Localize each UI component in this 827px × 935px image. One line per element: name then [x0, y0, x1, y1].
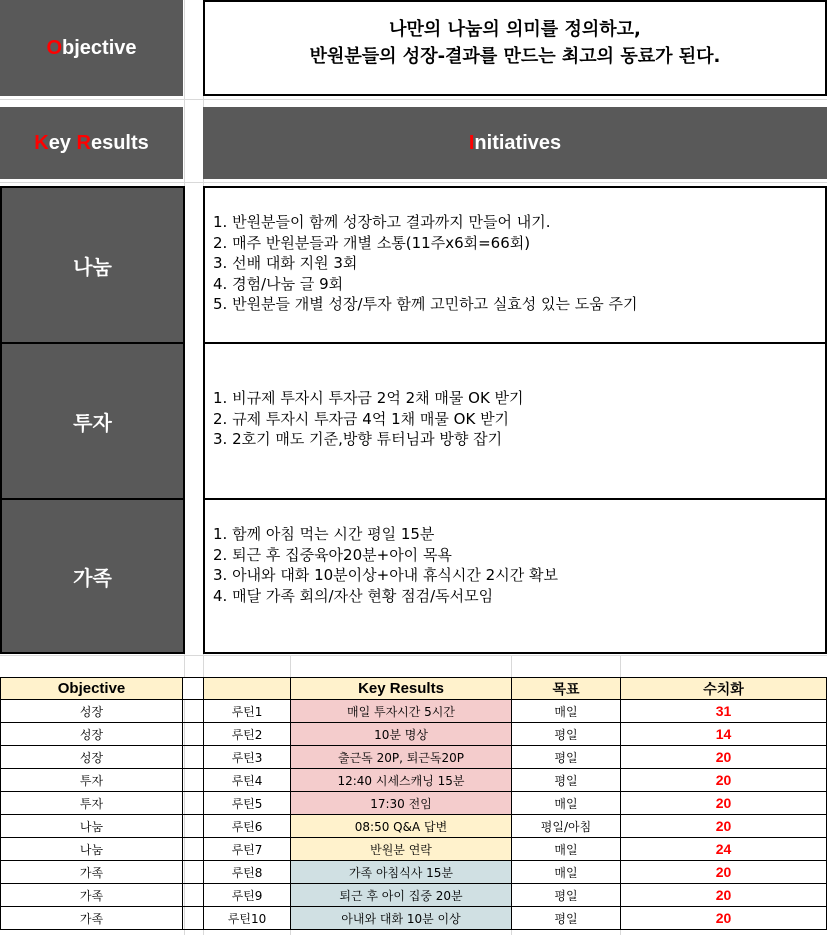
initiatives-sharing — [203, 186, 827, 344]
cell-routine: 루틴4 — [204, 769, 291, 792]
cell-target: 평일/아침 — [512, 815, 621, 838]
cell-blank — [183, 815, 204, 838]
cell-target: 평일 — [512, 884, 621, 907]
cell-target: 평일 — [512, 723, 621, 746]
table-row — [0, 746, 827, 769]
objective-line-2: 반원분들의 성장-결과를 만드는 최고의 동료가 된다. — [309, 46, 721, 67]
cell-objective: 투자 — [0, 769, 183, 792]
table-row — [0, 815, 827, 838]
cell-key-result: 반원분 연락 — [291, 838, 512, 861]
key-results-header: K ey R esults — [0, 107, 183, 179]
initiative-item: 3. 선배 대화 지원 3회 — [213, 254, 358, 272]
cell-routine: 루틴8 — [204, 861, 291, 884]
initiatives-investment — [203, 342, 827, 500]
cell-metric: 20 — [621, 861, 827, 884]
cell-key-result: 매일 투자시간 5시간 — [291, 700, 512, 723]
cell-target: 평일 — [512, 769, 621, 792]
initiative-item: 2. 매주 반원분들과 개별 소통(11주x6회=66회) — [213, 233, 531, 252]
cell-target: 매일 — [512, 792, 621, 815]
col-header-routine — [204, 677, 291, 700]
table-row — [0, 792, 827, 815]
col-header-objective: Objective — [0, 677, 183, 700]
col-header-key-results: Key Results — [291, 677, 512, 700]
cell-routine: 루틴3 — [204, 746, 291, 769]
cell-target: 평일 — [512, 907, 621, 930]
cell-routine: 루틴6 — [204, 815, 291, 838]
cell-metric: 20 — [621, 907, 827, 930]
cell-target: 매일 — [512, 700, 621, 723]
cell-metric: 20 — [621, 769, 827, 792]
table-row — [0, 861, 827, 884]
cell-blank — [183, 838, 204, 861]
cell-key-result: 가족 아침식사 15분 — [291, 861, 512, 884]
initiatives-family — [203, 498, 827, 654]
col-header-target: 목표 — [512, 677, 621, 700]
cell-routine: 루틴5 — [204, 792, 291, 815]
section-label-investment: 투자 — [0, 342, 185, 500]
cell-key-result: 출근독 20P, 퇴근독20P — [291, 746, 512, 769]
cell-objective: 가족 — [0, 907, 183, 930]
initiative-item: 3. 2호기 매도 기준,방향 튜터님과 방향 잡기 — [213, 430, 503, 448]
cell-blank — [183, 746, 204, 769]
cell-key-result: 아내와 대화 10분 이상 — [291, 907, 512, 930]
initiative-item: 2. 퇴근 후 집중육아20분+아이 목욕 — [213, 545, 452, 564]
initiatives-header: I nitiatives — [203, 107, 827, 179]
cell-routine: 루틴9 — [204, 884, 291, 907]
cell-objective: 나눔 — [0, 838, 183, 861]
cell-objective: 나눔 — [0, 815, 183, 838]
section-label-family: 가족 — [0, 498, 185, 654]
routine-table — [0, 677, 827, 935]
initiative-item: 4. 경험/나눔 글 9회 — [213, 274, 344, 293]
cell-metric: 20 — [621, 746, 827, 769]
cell-routine: 루틴7 — [204, 838, 291, 861]
initiative-item: 1. 비규제 투자시 투자금 2억 2채 매물 OK 받기 — [213, 389, 524, 407]
table-row — [0, 700, 827, 723]
objective-label: O bjective — [0, 0, 183, 96]
table-header-row — [0, 677, 827, 700]
cell-metric: 20 — [621, 792, 827, 815]
initiative-item: 2. 규제 투자시 투자금 4억 1채 매물 OK 받기 — [213, 409, 510, 428]
table-row — [0, 838, 827, 861]
cell-routine: 루틴1 — [204, 700, 291, 723]
cell-metric: 31 — [621, 700, 827, 723]
cell-metric: 20 — [621, 815, 827, 838]
initiative-item: 4. 매달 가족 회의/자산 현황 점검/독서모임 — [213, 586, 494, 605]
col-header-blank-1 — [183, 677, 204, 700]
cell-objective: 가족 — [0, 884, 183, 907]
cell-key-result: 12:40 시세스캐닝 15분 — [291, 769, 512, 792]
cell-objective: 가족 — [0, 861, 183, 884]
initiative-item: 5. 반원분들 개별 성장/투자 함께 고민하고 실효성 있는 도움 주기 — [213, 295, 638, 313]
cell-blank — [183, 700, 204, 723]
cell-objective: 성장 — [0, 746, 183, 769]
cell-blank — [183, 769, 204, 792]
objective-line-1: 나만의 나눔의 의미를 정의하고, — [389, 19, 641, 40]
cell-target: 매일 — [512, 861, 621, 884]
table-row — [0, 907, 827, 930]
cell-routine: 루틴10 — [204, 907, 291, 930]
cell-key-result: 17:30 전임 — [291, 792, 512, 815]
table-row — [0, 723, 827, 746]
cell-target: 매일 — [512, 838, 621, 861]
initiative-item: 3. 아내와 대화 10분이상+아내 휴식시간 2시간 확보 — [213, 566, 558, 584]
table-row — [0, 884, 827, 907]
cell-blank — [183, 861, 204, 884]
cell-target: 평일 — [512, 746, 621, 769]
objective-statement — [203, 0, 827, 96]
cell-blank — [183, 792, 204, 815]
cell-metric: 14 — [621, 723, 827, 746]
initiative-item: 1. 함께 아침 먹는 시간 평일 15분 — [213, 525, 435, 543]
cell-blank — [183, 907, 204, 930]
cell-objective: 성장 — [0, 723, 183, 746]
cell-key-result: 퇴근 후 아이 집중 20분 — [291, 884, 512, 907]
section-label-sharing: 나눔 — [0, 186, 185, 344]
cell-key-result: 08:50 Q&A 답변 — [291, 815, 512, 838]
cell-objective: 투자 — [0, 792, 183, 815]
cell-blank — [183, 884, 204, 907]
cell-key-result: 10분 명상 — [291, 723, 512, 746]
cell-metric: 20 — [621, 884, 827, 907]
cell-objective: 성장 — [0, 700, 183, 723]
initiative-item: 1. 반원분들이 함께 성장하고 결과까지 만들어 내기. — [213, 213, 551, 231]
cell-routine: 루틴2 — [204, 723, 291, 746]
cell-blank — [183, 723, 204, 746]
col-header-metric: 수치화 — [621, 677, 827, 700]
table-row — [0, 769, 827, 792]
cell-metric: 24 — [621, 838, 827, 861]
